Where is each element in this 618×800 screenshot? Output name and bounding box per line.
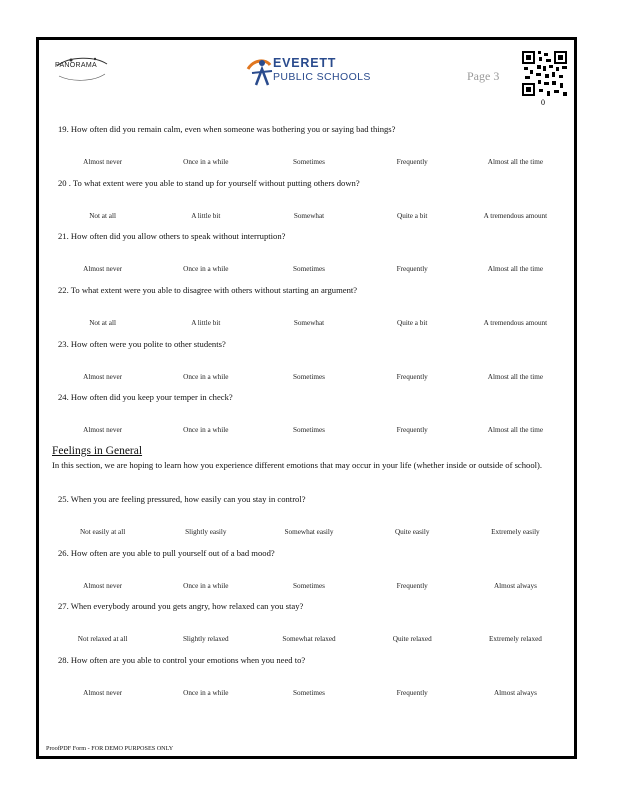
option[interactable]: Once in a while [183,265,229,273]
option[interactable]: Quite easily [394,528,430,536]
option[interactable]: Frequently [396,689,428,697]
answer-options-22 [51,319,567,327]
option[interactable]: Frequently [396,373,428,381]
panorama-logo-text: PANORAMA [55,62,97,69]
option[interactable]: A little bit [191,212,221,220]
question-24: 24. How often did you keep your temper in check? [58,392,233,402]
question-28: 28. How often are you able to control your emotions when you need to? [58,655,306,665]
option[interactable]: Quite a bit [397,319,428,327]
qr-number: 0 [541,98,545,107]
form-page [36,37,577,759]
option[interactable]: Almost always [493,689,537,697]
logo-title: EVERETT [273,56,337,70]
section-intro: In this section, we are hoping to learn how you experience different emotions that may occur in your life (whether inside or outside of school). [52,460,543,470]
option[interactable]: Somewhat [293,319,325,327]
option[interactable]: Somewhat [293,212,325,220]
option[interactable]: Almost never [83,426,123,434]
option[interactable]: Somewhat relaxed [282,635,336,643]
option[interactable]: Extremely relaxed [488,635,542,643]
logo-subtitle: PUBLIC SCHOOLS [273,71,371,83]
answer-options-26 [51,582,567,590]
option[interactable]: Not at all [89,212,116,220]
option[interactable]: Almost never [83,689,123,697]
answer-options-25 [51,528,567,536]
option[interactable]: Sometimes [293,373,325,381]
option[interactable]: Not easily at all [79,528,126,536]
option[interactable]: Somewhat easily [284,528,334,536]
option[interactable]: Sometimes [293,689,325,697]
option[interactable]: Quite relaxed [392,635,432,643]
option[interactable]: Once in a while [183,689,229,697]
option[interactable]: Almost all the time [487,426,544,434]
option[interactable]: Once in a while [183,158,229,166]
question-27: 27. When everybody around you gets angry, how relaxed can you stay? [58,601,304,611]
option[interactable]: Not relaxed at all [77,635,128,643]
option[interactable]: Slightly relaxed [182,635,229,643]
answer-options-20 [51,212,567,220]
option[interactable]: A tremendous amount [483,212,548,220]
question-26: 26. How often are you able to pull yourself out of a bad mood? [58,548,275,558]
question-20: 20 . To what extent were you able to stand up for yourself without putting others down? [58,178,360,188]
page-number: Page 3 [467,69,500,83]
option[interactable]: Sometimes [293,582,325,590]
option[interactable]: Almost all the time [487,265,544,273]
question-21: 21. How often did you allow others to speak without interruption? [58,231,286,241]
option[interactable]: Almost always [493,582,537,590]
option[interactable]: Almost all the time [487,373,544,381]
answer-options-24 [51,426,567,434]
page-header [39,40,574,120]
question-25: 25. When you are feeling pressured, how easily can you stay in control? [58,494,306,504]
option[interactable]: Once in a while [183,426,229,434]
question-23: 23. How often were you polite to other students? [58,339,226,349]
option[interactable]: Almost never [83,265,123,273]
answer-options-23 [51,373,567,381]
option[interactable]: Almost never [83,373,123,381]
option[interactable]: A little bit [191,319,221,327]
answer-options-19 [51,158,567,166]
question-19: 19. How often did you remain calm, even when someone was bothering you or saying bad things? [58,124,396,134]
option[interactable]: Frequently [396,158,428,166]
qr-code-icon [522,51,567,96]
question-22: 22. To what extent were you able to disagree with others without starting an argument? [58,285,358,295]
option[interactable]: Sometimes [293,265,325,273]
option[interactable]: A tremendous amount [483,319,548,327]
section-title: Feelings in General [52,445,143,457]
footer-note: ProofPDF Form - FOR DEMO PURPOSES ONLY [46,745,174,752]
option[interactable]: Almost all the time [487,158,544,166]
option[interactable]: Slightly easily [185,528,227,536]
answer-options-28 [51,689,567,697]
option[interactable]: Frequently [396,426,428,434]
option[interactable]: Sometimes [293,158,325,166]
option[interactable]: Extremely easily [491,528,540,536]
option[interactable]: Almost never [83,582,123,590]
option[interactable]: Frequently [396,265,428,273]
option[interactable]: Sometimes [293,426,325,434]
option[interactable]: Not at all [89,319,116,327]
answer-options-21 [51,265,567,273]
option[interactable]: Frequently [396,582,428,590]
answer-options-27 [51,635,567,643]
option[interactable]: Quite a bit [397,212,428,220]
option[interactable]: Almost never [83,158,123,166]
panorama-logo-icon [51,54,113,84]
option[interactable]: Once in a while [183,582,229,590]
option[interactable]: Once in a while [183,373,229,381]
